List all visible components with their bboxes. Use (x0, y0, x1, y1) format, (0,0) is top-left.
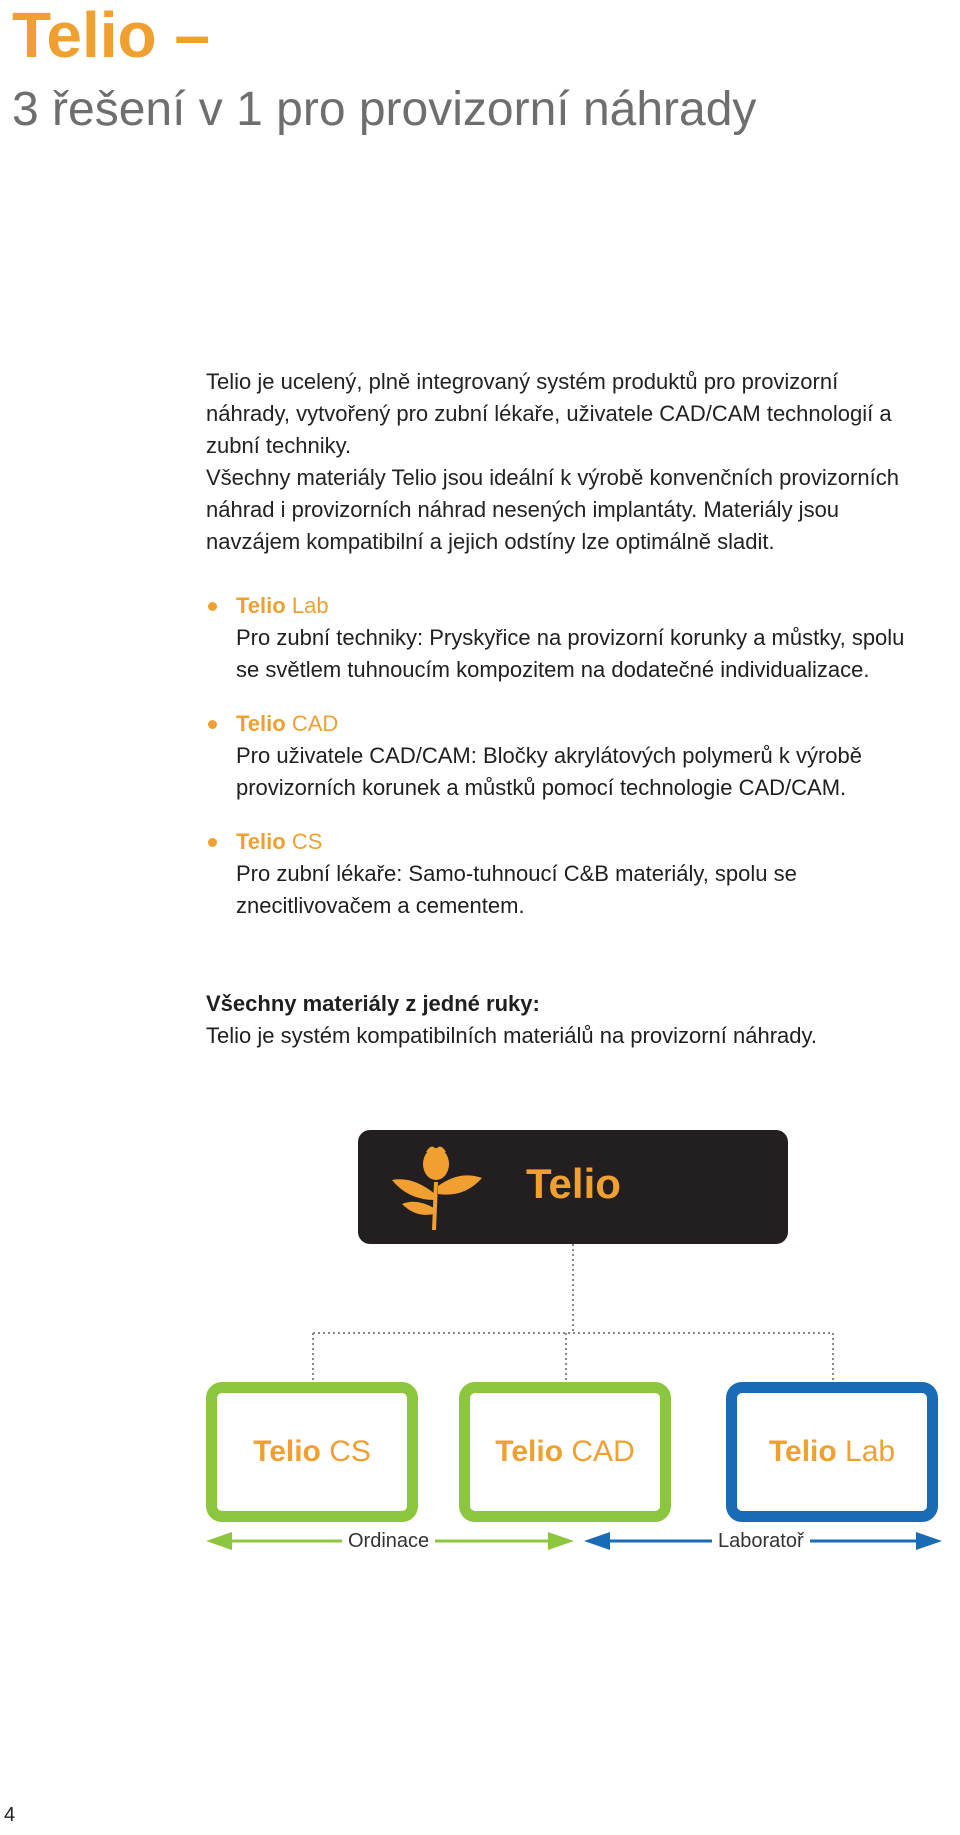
summary-text: Telio je systém kompatibilních materiálů na provizorní náhrady. (206, 1023, 817, 1048)
variant-label: Lab (291, 593, 329, 618)
summary-label: Všechny materiály z jedné ruky: (206, 991, 540, 1016)
intro-paragraph: Všechny materiály Telio jsou ideální k výrobě konvenčních provizorních náhrad i provizorních náhrad nesených implantáty. Materiály jsou navzájem kompatibilní a jejich odstíny lze optimálně sladit. (206, 465, 899, 554)
brand-label: Telio (768, 1435, 837, 1468)
variant-label: CAD (571, 1435, 635, 1468)
variant-label: CS (329, 1435, 371, 1468)
flower-logo-icon (388, 1142, 488, 1232)
intro-paragraph: Telio je ucelený, plně integrovaný systém produktů pro provizorní náhrady, vytvořený pro zubní lékaře, uživatele CAD/CAM technologií a zubní techniky. (206, 369, 892, 458)
telio-logo (358, 1130, 788, 1244)
brand-label: Telio (253, 1435, 321, 1468)
variant-label: CAD (291, 711, 339, 736)
page-title: Telio – (12, 0, 210, 71)
product-box-cad (459, 1382, 671, 1522)
product-description: Pro zubní lékaře: Samo-tuhnoucí C&B materiály, spolu se znecitlivovačem a cementem. (236, 861, 797, 918)
product-description: Pro zubní techniky: Pryskyřice na provizorní korunky a můstky, spolu se světlem tuhnoucím kompozitem na dodatečné individualizace. (236, 625, 905, 682)
variant-label: Lab (845, 1435, 896, 1468)
brand-label: Telio (236, 593, 286, 618)
product-description: Pro uživatele CAD/CAM: Bločky akrylátových polymerů k výrobě provizorních korunek a můstků pomocí technologie CAD/CAM. (236, 743, 862, 800)
laborator-label: Laboratoř (712, 1530, 810, 1553)
page-number: 4 (4, 1804, 16, 1826)
product-box-lab (726, 1382, 938, 1522)
variant-label: CS (291, 829, 323, 854)
brand-label: Telio (236, 829, 286, 854)
brand-label: Telio (495, 1435, 564, 1468)
ordinace-label: Ordinace (342, 1530, 435, 1553)
logo-text: Telio (526, 1160, 621, 1207)
product-box-cs (206, 1382, 418, 1522)
page-subtitle: 3 řešení v 1 pro provizorní náhrady (12, 83, 757, 136)
brand-label: Telio (236, 711, 286, 736)
